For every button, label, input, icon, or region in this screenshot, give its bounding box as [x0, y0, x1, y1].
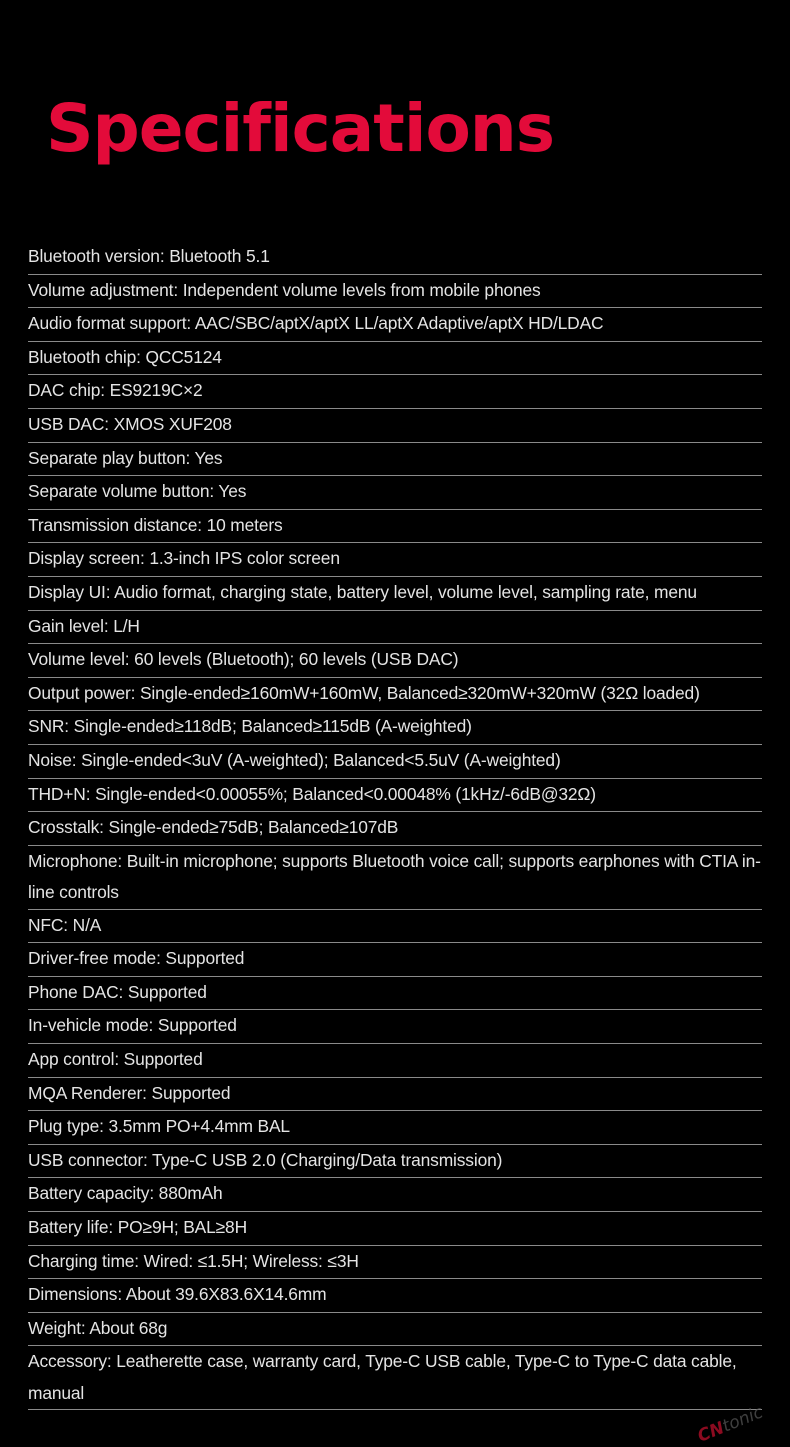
spec-row: Microphone: Built-in microphone; supports Bluetooth voice call; supports earphones with CTIA in-line controls	[28, 846, 762, 910]
spec-row: USB connector: Type-C USB 2.0 (Charging/Data transmission)	[28, 1145, 762, 1179]
spec-row: In-vehicle mode: Supported	[28, 1010, 762, 1044]
spec-list	[28, 241, 762, 1410]
watermark-logo	[696, 1404, 766, 1445]
spec-row: Dimensions: About 39.6X83.6X14.6mm	[28, 1279, 762, 1313]
spec-row: Separate volume button: Yes	[28, 476, 762, 510]
watermark-part-a: CN	[695, 1418, 728, 1447]
page-title: Specifications	[46, 90, 555, 167]
spec-row: Phone DAC: Supported	[28, 977, 762, 1011]
spec-row: Volume level: 60 levels (Bluetooth); 60 levels (USB DAC)	[28, 644, 762, 678]
spec-row: Bluetooth chip: QCC5124	[28, 342, 762, 376]
spec-row: Plug type: 3.5mm PO+4.4mm BAL	[28, 1111, 762, 1145]
spec-row: NFC: N/A	[28, 910, 762, 944]
spec-row: Gain level: L/H	[28, 611, 762, 645]
spec-row: Driver-free mode: Supported	[28, 943, 762, 977]
watermark-part-b: tonic	[720, 1402, 767, 1437]
spec-row: Display screen: 1.3-inch IPS color screen	[28, 543, 762, 577]
spec-row: THD+N: Single-ended<0.00055%; Balanced<0.00048% (1kHz/-6dB@32Ω)	[28, 779, 762, 813]
spec-row: Volume adjustment: Independent volume levels from mobile phones	[28, 275, 762, 309]
spec-row: SNR: Single-ended≥118dB; Balanced≥115dB (A-weighted)	[28, 711, 762, 745]
spec-row: Transmission distance: 10 meters	[28, 510, 762, 544]
spec-row: Output power: Single-ended≥160mW+160mW, Balanced≥320mW+320mW (32Ω loaded)	[28, 678, 762, 712]
spec-row: Separate play button: Yes	[28, 443, 762, 477]
spec-row: Bluetooth version: Bluetooth 5.1	[28, 241, 762, 275]
spec-row: USB DAC: XMOS XUF208	[28, 409, 762, 443]
spec-row: Display UI: Audio format, charging state, battery level, volume level, sampling rate, menu	[28, 577, 762, 611]
spec-row: Crosstalk: Single-ended≥75dB; Balanced≥107dB	[28, 812, 762, 846]
spec-row: Weight: About 68g	[28, 1313, 762, 1347]
spec-row: Charging time: Wired: ≤1.5H; Wireless: ≤3H	[28, 1246, 762, 1280]
spec-row: App control: Supported	[28, 1044, 762, 1078]
spec-row: DAC chip: ES9219C×2	[28, 375, 762, 409]
spec-row: Accessory: Leatherette case, warranty card, Type-C USB cable, Type-C to Type-C data cable, manual	[28, 1346, 762, 1410]
spec-row: Audio format support: AAC/SBC/aptX/aptX LL/aptX Adaptive/aptX HD/LDAC	[28, 308, 762, 342]
spec-row: Battery life: PO≥9H; BAL≥8H	[28, 1212, 762, 1246]
spec-row: MQA Renderer: Supported	[28, 1078, 762, 1112]
spec-row: Battery capacity: 880mAh	[28, 1178, 762, 1212]
spec-row: Noise: Single-ended<3uV (A-weighted); Balanced<5.5uV (A-weighted)	[28, 745, 762, 779]
